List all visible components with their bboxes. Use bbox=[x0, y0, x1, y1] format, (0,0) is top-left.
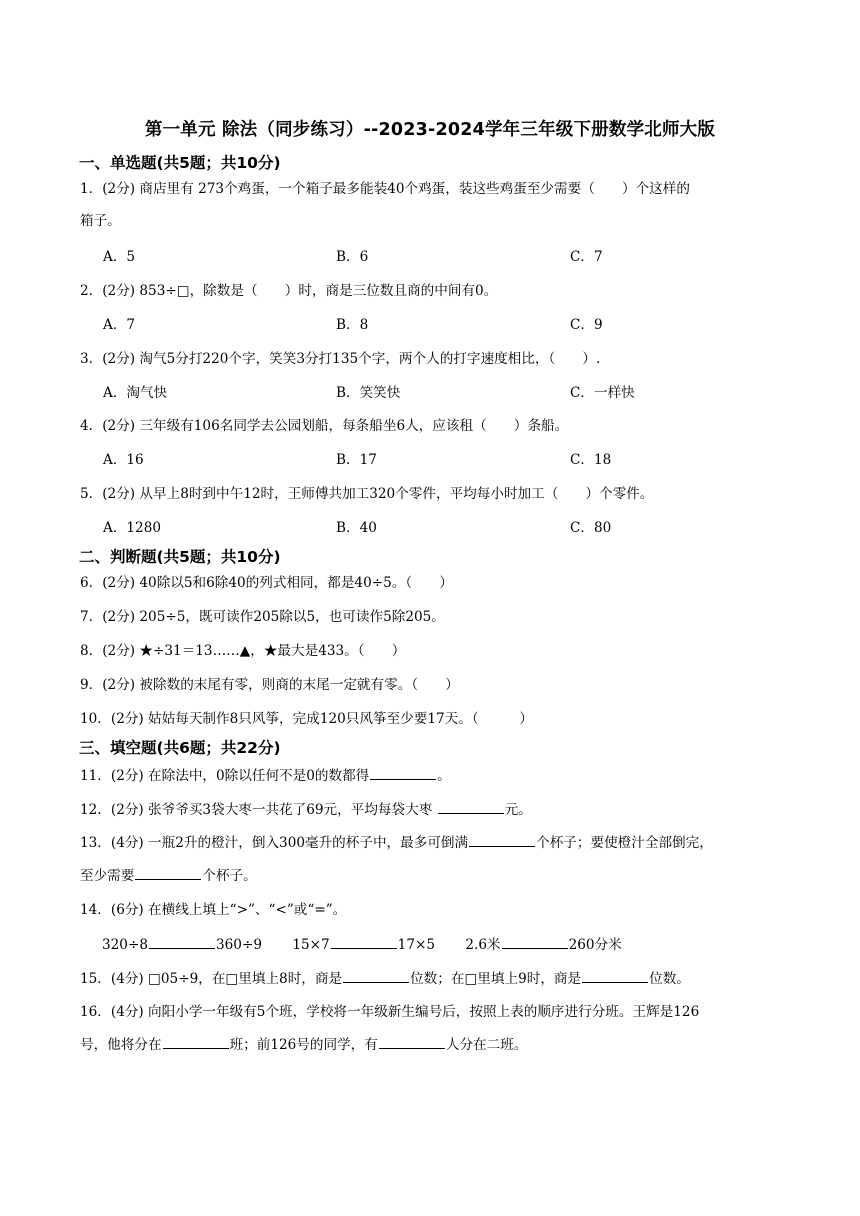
question-3-option-b[interactable]: B．笑笑快 bbox=[336, 385, 401, 401]
answer-blank[interactable] bbox=[379, 1034, 445, 1049]
question-2-option-b[interactable]: B．8 bbox=[336, 317, 369, 333]
question-14: 14．(6分) 在横线上填上“>”、“<”或“=”。 bbox=[80, 902, 347, 918]
comparison-1-left: 320÷8 bbox=[102, 937, 148, 953]
question-2-option-c[interactable]: C．9 bbox=[570, 317, 603, 333]
question-11-text: 11．(2分) 在除法中，0除以任何不是0的数都得 bbox=[80, 768, 370, 784]
question-15-text: 15．(4分) □05÷9，在□里填上8时，商是 bbox=[80, 971, 343, 987]
question-4-option-b[interactable]: B．17 bbox=[336, 452, 377, 468]
comparison-3-right: 260分米 bbox=[568, 937, 622, 953]
answer-blank[interactable] bbox=[343, 968, 409, 983]
question-16-end: 人分在二班。 bbox=[445, 1037, 528, 1053]
question-16-line1: 16．(4分) 向阳小学一年级有5个班，学校将一年级新生编号后，按照上表的顺序进行分班。王辉是126 bbox=[80, 1004, 700, 1020]
question-11-end: 。 bbox=[437, 768, 451, 784]
question-12 bbox=[80, 799, 816, 820]
answer-blank[interactable] bbox=[149, 934, 215, 949]
question-16-line2-text: 号，他将分在 bbox=[80, 1037, 162, 1053]
question-2-option-a[interactable]: A．7 bbox=[103, 317, 136, 333]
question-2: 2．(2分) 853÷□，除数是（ ）时，商是三位数且商的中间有0。 bbox=[80, 283, 498, 299]
answer-blank[interactable] bbox=[582, 968, 648, 983]
section-heading-fill-blank: 三、填空题(共6题；共22分) bbox=[79, 739, 281, 757]
answer-blank[interactable] bbox=[438, 799, 504, 814]
page-title: 第一单元 除法（同步练习）--2023-2024学年三年级下册数学北师大版 bbox=[144, 120, 716, 140]
answer-blank[interactable] bbox=[163, 1034, 229, 1049]
answer-blank[interactable] bbox=[502, 934, 568, 949]
question-13 bbox=[80, 832, 816, 886]
question-5-option-a[interactable]: A．1280 bbox=[103, 520, 162, 536]
question-3: 3．(2分) 淘气5分打220个字，笑笑3分打135个字，两个人的打字速度相比，（ ）. bbox=[80, 351, 601, 367]
question-13-end: 个杯子。 bbox=[202, 868, 257, 884]
question-3-option-a[interactable]: A．淘气快 bbox=[103, 385, 168, 401]
question-6: 6．(2分) 40除以5和6除40的列式相同，都是40÷5。（ ） bbox=[80, 575, 453, 591]
question-11 bbox=[80, 765, 816, 786]
question-1-line2: 箱子。 bbox=[80, 213, 121, 229]
answer-blank[interactable] bbox=[331, 934, 397, 949]
question-5-option-b[interactable]: B．40 bbox=[336, 520, 377, 536]
question-3-option-c[interactable]: C．一样快 bbox=[570, 385, 635, 401]
question-7: 7．(2分) 205÷5，既可读作205除以5，也可读作5除205。 bbox=[80, 609, 445, 625]
question-1-line1: 1．(2分) 商店里有 273个鸡蛋，一个箱子最多能装40个鸡蛋，装这些鸡蛋至少需要（ ）个这样的 bbox=[80, 181, 690, 197]
section-heading-true-false: 二、判断题(共5题；共10分) bbox=[79, 548, 281, 566]
question-13-line1 bbox=[80, 832, 816, 853]
answer-blank[interactable] bbox=[469, 832, 535, 847]
question-13-line2-text: 至少需要 bbox=[80, 868, 135, 884]
question-16-mid: 班；前126号的同学，有 bbox=[229, 1037, 378, 1053]
comparison-2-left: 15×7 bbox=[292, 937, 330, 953]
question-15-mid: 位数；在□里填上9时，商是 bbox=[410, 971, 582, 987]
question-12-text: 12．(2分) 张爷爷买3袋大枣一共花了69元，平均每袋大枣 bbox=[80, 802, 437, 818]
comparison-2-right: 17×5 bbox=[397, 937, 436, 953]
question-9: 9．(2分) 被除数的末尾有零，则商的末尾一定就有零。（ ） bbox=[80, 677, 459, 693]
question-13-mid: 个杯子；要使橙汁全部倒完， bbox=[536, 835, 713, 851]
question-16-line2 bbox=[80, 1034, 816, 1055]
question-5-option-c[interactable]: C．80 bbox=[570, 520, 612, 536]
question-4-option-c[interactable]: C．18 bbox=[570, 452, 612, 468]
question-1 bbox=[80, 179, 816, 231]
question-15 bbox=[80, 968, 816, 989]
question-16 bbox=[80, 1002, 816, 1055]
answer-blank[interactable] bbox=[135, 865, 201, 880]
question-10: 10．(2分) 姑姑每天制作8只风筝，完成120只风筝至少要17天。（ ） bbox=[80, 711, 533, 727]
section-heading-single-choice: 一、单选题(共5题；共10分) bbox=[79, 154, 281, 172]
question-4-option-a[interactable]: A．16 bbox=[103, 452, 144, 468]
question-4: 4．(2分) 三年级有106名同学去公园划船，每条船坐6人，应该租（ ）条船。 bbox=[80, 418, 569, 434]
question-1-option-c[interactable]: C．7 bbox=[570, 249, 603, 265]
question-13-line2 bbox=[80, 865, 816, 886]
answer-blank[interactable] bbox=[370, 765, 436, 780]
question-14-comparisons bbox=[102, 934, 622, 955]
question-13-text: 13．(4分) 一瓶2升的橙汁，倒入300毫升的杯子中，最多可倒满 bbox=[80, 835, 469, 851]
question-8: 8．(2分) ★÷31＝13……▲，★最大是433。（ ） bbox=[80, 643, 406, 659]
question-12-end: 元。 bbox=[504, 802, 532, 818]
comparison-3-left: 2.6米 bbox=[465, 937, 501, 953]
question-1-option-a[interactable]: A．5 bbox=[103, 249, 136, 265]
question-5: 5．(2分) 从早上8时到中午12时，王师傅共加工320个零件，平均每小时加工（ ）个零件。 bbox=[80, 486, 654, 502]
comparison-1-right: 360÷9 bbox=[216, 937, 262, 953]
question-15-end: 位数。 bbox=[649, 971, 690, 987]
question-1-option-b[interactable]: B．6 bbox=[336, 249, 369, 265]
